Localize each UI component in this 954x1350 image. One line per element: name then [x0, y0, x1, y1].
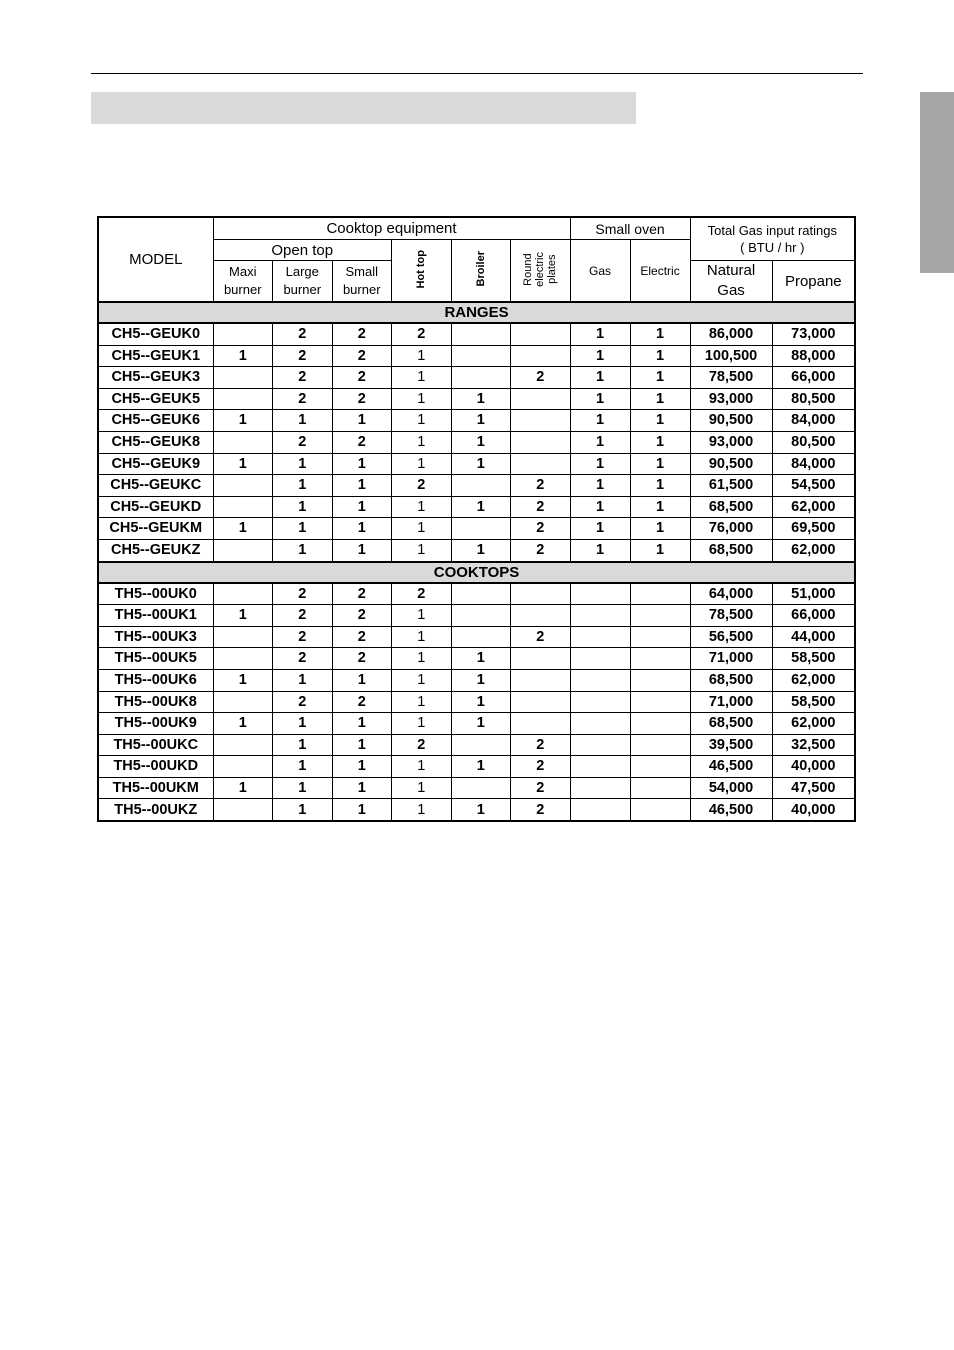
table-row — [98, 453, 855, 475]
section-row — [98, 562, 855, 583]
value-cell — [511, 410, 571, 432]
value-cell: 2 — [511, 475, 571, 497]
value-cell: 1 — [213, 777, 273, 799]
value-cell: 68,500 — [690, 539, 772, 561]
model-cell: TH5--00UK5 — [98, 648, 213, 670]
model-header: MODEL — [98, 217, 213, 302]
model-cell: CH5--GEUK0 — [98, 323, 213, 345]
value-cell: 2 — [273, 626, 333, 648]
value-cell — [570, 648, 630, 670]
table-row — [98, 323, 855, 345]
value-cell — [451, 475, 511, 497]
value-cell: 90,500 — [690, 410, 772, 432]
value-cell: 2 — [332, 648, 392, 670]
value-cell — [511, 691, 571, 713]
value-cell: 1 — [332, 713, 392, 735]
value-cell: 1 — [570, 475, 630, 497]
value-cell: 1 — [273, 734, 333, 756]
value-cell: 1 — [630, 345, 690, 367]
value-cell: 2 — [511, 777, 571, 799]
section-title: COOKTOPS — [98, 562, 855, 583]
value-cell: 1 — [570, 323, 630, 345]
value-cell: 90,500 — [690, 453, 772, 475]
value-cell: 2 — [273, 431, 333, 453]
value-cell: 1 — [332, 518, 392, 540]
value-cell: 1 — [273, 518, 333, 540]
hot-top-header: Hot top — [392, 240, 452, 303]
value-cell — [213, 799, 273, 821]
value-cell: 64,000 — [690, 583, 772, 605]
value-cell — [213, 431, 273, 453]
value-cell — [213, 734, 273, 756]
value-cell — [213, 626, 273, 648]
value-cell: 88,000 — [772, 345, 855, 367]
value-cell: 1 — [451, 648, 511, 670]
small-oven-header: Small oven — [570, 217, 690, 240]
value-cell: 1 — [392, 410, 452, 432]
value-cell: 84,000 — [772, 453, 855, 475]
value-cell: 1 — [451, 713, 511, 735]
table-body — [98, 302, 855, 821]
section-title-bar — [91, 92, 636, 124]
model-cell: TH5--00UK9 — [98, 713, 213, 735]
value-cell: 1 — [392, 669, 452, 691]
value-cell: 62,000 — [772, 539, 855, 561]
value-cell: 46,500 — [690, 799, 772, 821]
table-row — [98, 799, 855, 821]
value-cell — [511, 605, 571, 627]
value-cell: 1 — [630, 367, 690, 389]
value-cell: 1 — [332, 496, 392, 518]
value-cell: 66,000 — [772, 605, 855, 627]
value-cell: 1 — [570, 539, 630, 561]
table-row — [98, 777, 855, 799]
value-cell: 47,500 — [772, 777, 855, 799]
value-cell: 2 — [332, 323, 392, 345]
value-cell: 2 — [273, 367, 333, 389]
value-cell: 1 — [213, 410, 273, 432]
value-cell: 58,500 — [772, 691, 855, 713]
value-cell: 1 — [570, 345, 630, 367]
table-row — [98, 756, 855, 778]
header-rule — [91, 73, 863, 74]
value-cell: 1 — [392, 691, 452, 713]
table-row — [98, 367, 855, 389]
model-cell: CH5--GEUK9 — [98, 453, 213, 475]
value-cell: 2 — [332, 691, 392, 713]
value-cell: 2 — [332, 583, 392, 605]
value-cell: 1 — [273, 756, 333, 778]
model-cell: TH5--00UK8 — [98, 691, 213, 713]
total-gas-input-label: Total Gas input ratings — [707, 223, 837, 238]
value-cell — [511, 648, 571, 670]
value-cell — [511, 583, 571, 605]
value-cell — [451, 734, 511, 756]
value-cell: 1 — [570, 496, 630, 518]
value-cell: 2 — [511, 626, 571, 648]
value-cell: 39,500 — [690, 734, 772, 756]
value-cell: 2 — [511, 734, 571, 756]
value-cell: 1 — [332, 669, 392, 691]
value-cell: 1 — [332, 410, 392, 432]
value-cell: 71,000 — [690, 648, 772, 670]
value-cell — [213, 756, 273, 778]
open-top-header: Open top — [213, 240, 392, 261]
value-cell: 1 — [332, 756, 392, 778]
value-cell: 1 — [273, 777, 333, 799]
model-cell: CH5--GEUK3 — [98, 367, 213, 389]
value-cell: 1 — [273, 496, 333, 518]
value-cell: 2 — [273, 388, 333, 410]
value-cell: 1 — [392, 539, 452, 561]
value-cell: 76,000 — [690, 518, 772, 540]
section-row — [98, 302, 855, 323]
value-cell — [213, 539, 273, 561]
value-cell: 2 — [511, 799, 571, 821]
value-cell — [213, 388, 273, 410]
value-cell: 1 — [392, 345, 452, 367]
value-cell: 1 — [392, 496, 452, 518]
table-row — [98, 713, 855, 735]
value-cell: 1 — [332, 734, 392, 756]
broiler-header: Broiler — [451, 240, 511, 303]
value-cell: 1 — [332, 475, 392, 497]
value-cell: 1 — [392, 799, 452, 821]
value-cell — [213, 583, 273, 605]
table-row — [98, 431, 855, 453]
value-cell: 80,500 — [772, 431, 855, 453]
value-cell: 1 — [451, 691, 511, 713]
value-cell: 93,000 — [690, 388, 772, 410]
value-cell: 1 — [451, 496, 511, 518]
value-cell — [511, 345, 571, 367]
value-cell: 84,000 — [772, 410, 855, 432]
value-cell — [630, 734, 690, 756]
value-cell: 1 — [213, 605, 273, 627]
value-cell: 1 — [570, 431, 630, 453]
value-cell — [630, 605, 690, 627]
value-cell: 62,000 — [772, 669, 855, 691]
value-cell — [570, 777, 630, 799]
small-burner-header: Small burner — [332, 261, 392, 303]
value-cell: 61,500 — [690, 475, 772, 497]
value-cell: 2 — [273, 648, 333, 670]
value-cell — [451, 605, 511, 627]
table-row — [98, 734, 855, 756]
value-cell: 54,000 — [690, 777, 772, 799]
model-cell: CH5--GEUKD — [98, 496, 213, 518]
value-cell: 78,500 — [690, 367, 772, 389]
value-cell — [570, 756, 630, 778]
value-cell: 1 — [392, 453, 452, 475]
value-cell: 1 — [570, 388, 630, 410]
model-cell: TH5--00UK3 — [98, 626, 213, 648]
table-row — [98, 605, 855, 627]
model-cell: CH5--GEUK6 — [98, 410, 213, 432]
natural-gas-header: Natural Gas — [690, 261, 772, 303]
value-cell — [213, 691, 273, 713]
value-cell: 2 — [511, 539, 571, 561]
value-cell: 1 — [273, 669, 333, 691]
value-cell: 1 — [213, 518, 273, 540]
value-cell: 1 — [451, 756, 511, 778]
value-cell: 58,500 — [772, 648, 855, 670]
value-cell: 2 — [273, 345, 333, 367]
value-cell — [451, 583, 511, 605]
value-cell — [630, 583, 690, 605]
value-cell — [570, 799, 630, 821]
model-cell: CH5--GEUKC — [98, 475, 213, 497]
value-cell: 2 — [273, 323, 333, 345]
table-row — [98, 388, 855, 410]
value-cell: 1 — [630, 453, 690, 475]
model-cell: CH5--GEUK1 — [98, 345, 213, 367]
value-cell: 1 — [392, 777, 452, 799]
value-cell: 1 — [273, 410, 333, 432]
value-cell — [213, 367, 273, 389]
value-cell: 2 — [332, 345, 392, 367]
value-cell: 68,500 — [690, 496, 772, 518]
value-cell: 62,000 — [772, 496, 855, 518]
table-row — [98, 691, 855, 713]
value-cell — [570, 605, 630, 627]
model-cell: TH5--00UKD — [98, 756, 213, 778]
value-cell: 1 — [570, 410, 630, 432]
value-cell: 40,000 — [772, 799, 855, 821]
table-row — [98, 475, 855, 497]
value-cell — [570, 734, 630, 756]
value-cell — [630, 669, 690, 691]
table-row — [98, 648, 855, 670]
value-cell: 68,500 — [690, 713, 772, 735]
value-cell: 1 — [332, 799, 392, 821]
table-row — [98, 669, 855, 691]
value-cell: 2 — [511, 367, 571, 389]
btu-unit-label: ( BTU / hr ) — [740, 240, 805, 255]
value-cell: 1 — [392, 648, 452, 670]
value-cell — [630, 777, 690, 799]
table-row — [98, 410, 855, 432]
value-cell: 46,500 — [690, 756, 772, 778]
value-cell: 54,500 — [772, 475, 855, 497]
value-cell: 100,500 — [690, 345, 772, 367]
value-cell: 93,000 — [690, 431, 772, 453]
value-cell: 1 — [332, 453, 392, 475]
value-cell: 56,500 — [690, 626, 772, 648]
value-cell: 2 — [392, 583, 452, 605]
table-row — [98, 626, 855, 648]
value-cell: 1 — [213, 453, 273, 475]
value-cell: 1 — [451, 453, 511, 475]
value-cell: 69,500 — [772, 518, 855, 540]
value-cell: 1 — [273, 475, 333, 497]
value-cell — [451, 367, 511, 389]
value-cell: 1 — [451, 669, 511, 691]
value-cell — [570, 626, 630, 648]
table-row — [98, 518, 855, 540]
value-cell: 1 — [392, 518, 452, 540]
model-cell: TH5--00UKM — [98, 777, 213, 799]
value-cell — [630, 626, 690, 648]
value-cell: 2 — [332, 367, 392, 389]
value-cell: 40,000 — [772, 756, 855, 778]
maxi-burner-header: Maxi burner — [213, 261, 273, 303]
chapter-side-tab — [920, 92, 954, 273]
value-cell — [570, 713, 630, 735]
value-cell: 44,000 — [772, 626, 855, 648]
value-cell — [570, 691, 630, 713]
value-cell: 66,000 — [772, 367, 855, 389]
value-cell: 1 — [630, 496, 690, 518]
value-cell — [213, 648, 273, 670]
value-cell: 1 — [392, 605, 452, 627]
value-cell: 1 — [213, 345, 273, 367]
propane-header: Propane — [772, 261, 855, 303]
value-cell: 2 — [511, 518, 571, 540]
value-cell — [213, 496, 273, 518]
model-cell: TH5--00UKC — [98, 734, 213, 756]
table-row — [98, 496, 855, 518]
value-cell: 2 — [332, 626, 392, 648]
value-cell: 1 — [273, 713, 333, 735]
value-cell — [451, 323, 511, 345]
value-cell — [451, 518, 511, 540]
value-cell: 62,000 — [772, 713, 855, 735]
oven-gas-header: Gas — [570, 240, 630, 303]
table-row — [98, 539, 855, 561]
value-cell: 86,000 — [690, 323, 772, 345]
value-cell: 1 — [630, 388, 690, 410]
model-cell: TH5--00UKZ — [98, 799, 213, 821]
value-cell: 1 — [451, 410, 511, 432]
table-row — [98, 345, 855, 367]
cooktop-equipment-header: Cooktop equipment — [213, 217, 570, 240]
value-cell: 1 — [392, 388, 452, 410]
value-cell: 1 — [332, 539, 392, 561]
oven-electric-header: Electric — [630, 240, 690, 303]
round-electric-plates-header: Round electric plates — [511, 240, 571, 303]
table-header — [98, 217, 855, 302]
value-cell: 78,500 — [690, 605, 772, 627]
value-cell: 1 — [630, 518, 690, 540]
value-cell: 1 — [570, 453, 630, 475]
value-cell — [511, 388, 571, 410]
value-cell: 1 — [630, 410, 690, 432]
value-cell: 51,000 — [772, 583, 855, 605]
value-cell — [630, 756, 690, 778]
value-cell: 1 — [630, 475, 690, 497]
value-cell — [630, 691, 690, 713]
value-cell: 1 — [451, 799, 511, 821]
value-cell — [451, 626, 511, 648]
value-cell: 1 — [273, 799, 333, 821]
value-cell — [511, 431, 571, 453]
value-cell: 1 — [392, 367, 452, 389]
value-cell: 2 — [511, 496, 571, 518]
value-cell: 1 — [332, 777, 392, 799]
value-cell: 1 — [273, 539, 333, 561]
value-cell: 71,000 — [690, 691, 772, 713]
model-specification-table — [97, 216, 856, 822]
value-cell: 2 — [511, 756, 571, 778]
value-cell: 2 — [332, 431, 392, 453]
value-cell: 1 — [451, 388, 511, 410]
value-cell: 1 — [570, 518, 630, 540]
value-cell: 2 — [273, 605, 333, 627]
total-gas-input-header — [690, 217, 855, 261]
value-cell — [630, 648, 690, 670]
model-cell: CH5--GEUKZ — [98, 539, 213, 561]
large-burner-header: Large burner — [273, 261, 333, 303]
value-cell — [511, 453, 571, 475]
value-cell: 2 — [332, 605, 392, 627]
model-cell: TH5--00UK1 — [98, 605, 213, 627]
value-cell: 1 — [392, 713, 452, 735]
model-cell: TH5--00UK0 — [98, 583, 213, 605]
value-cell — [213, 475, 273, 497]
value-cell — [630, 799, 690, 821]
value-cell: 1 — [213, 669, 273, 691]
section-title: RANGES — [98, 302, 855, 323]
value-cell: 1 — [570, 367, 630, 389]
value-cell — [511, 323, 571, 345]
value-cell: 2 — [273, 691, 333, 713]
value-cell — [570, 583, 630, 605]
value-cell — [451, 345, 511, 367]
value-cell: 1 — [392, 626, 452, 648]
value-cell — [630, 713, 690, 735]
value-cell: 68,500 — [690, 669, 772, 691]
table-row — [98, 583, 855, 605]
value-cell: 1 — [392, 431, 452, 453]
value-cell: 2 — [392, 323, 452, 345]
value-cell: 32,500 — [772, 734, 855, 756]
value-cell: 80,500 — [772, 388, 855, 410]
value-cell: 2 — [273, 583, 333, 605]
value-cell: 2 — [392, 475, 452, 497]
value-cell: 1 — [630, 323, 690, 345]
value-cell: 1 — [630, 539, 690, 561]
value-cell: 1 — [273, 453, 333, 475]
model-cell: TH5--00UK6 — [98, 669, 213, 691]
value-cell: 1 — [630, 431, 690, 453]
value-cell — [451, 777, 511, 799]
model-cell: CH5--GEUK5 — [98, 388, 213, 410]
value-cell — [570, 669, 630, 691]
value-cell: 1 — [213, 713, 273, 735]
value-cell: 2 — [332, 388, 392, 410]
value-cell: 1 — [451, 539, 511, 561]
value-cell — [511, 669, 571, 691]
model-cell: CH5--GEUK8 — [98, 431, 213, 453]
value-cell — [213, 323, 273, 345]
value-cell — [511, 713, 571, 735]
value-cell: 1 — [392, 756, 452, 778]
value-cell: 1 — [451, 431, 511, 453]
value-cell: 2 — [392, 734, 452, 756]
value-cell: 73,000 — [772, 323, 855, 345]
model-cell: CH5--GEUKM — [98, 518, 213, 540]
